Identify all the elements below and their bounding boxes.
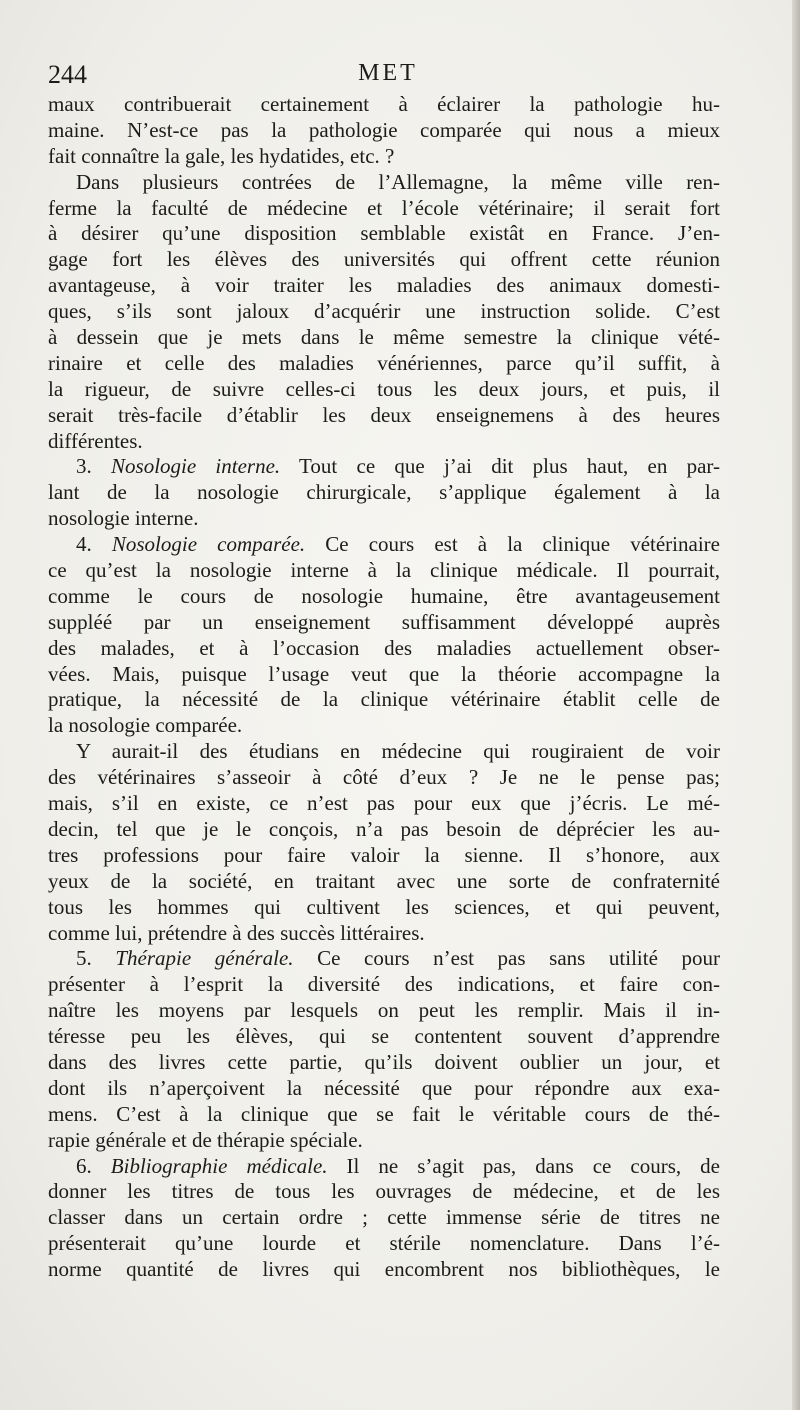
text-line [48,558,720,584]
text-line [48,403,720,429]
line-text: maine. N’est-ce pas la pathologie comparée qui nous a mieux [48,117,720,142]
line-text: Ce cours n’est pas sans utilité pour [293,946,721,971]
line-text: des vétérinaires s’asseoir à côté d’eux ? Je ne le pense pas; [48,765,720,790]
text-line [48,739,720,765]
line-text: lant de la nosologie chirurgicale, s’applique également à la [48,480,720,505]
line-text: classer dans un certain ordre ; cette immense série de titres ne [48,1205,720,1230]
text-line [48,1076,720,1102]
text-line [48,1128,720,1154]
line-text: Il ne s’agit pas, dans ce cours, de [327,1153,720,1178]
text-line [48,946,720,972]
line-text: présenterait qu’une lourde et stérile nomenclature. Dans l’é- [48,1231,720,1256]
text-line [48,299,720,325]
line-text: Tout ce que j’ai dit plus haut, en par- [280,454,720,479]
line-text: 6. [76,1153,111,1178]
text-line [48,1102,720,1128]
body-text [48,92,720,1283]
running-head: MET [358,60,418,86]
text-line [48,1205,720,1231]
text-line [48,1179,720,1205]
page-edge [792,0,800,1410]
text-line [48,1257,720,1283]
text-line [48,454,720,480]
line-text: pratique, la nécessité de la clinique vétérinaire établit celle de [48,687,720,712]
line-text: mais, s’il en existe, ce n’est pas pour eux que j’écris. Le mé- [48,791,720,816]
text-line [48,532,720,558]
line-text: 5. [76,946,116,971]
text-line [48,92,720,118]
text-line [48,817,720,843]
line-text: tres professions pour faire valoir la sienne. Il s’honore, aux [48,842,720,867]
page-header [48,60,728,92]
text-line [48,377,720,403]
text-line [48,1154,720,1180]
line-text: mens. C’est à la clinique que se fait le véritable cours de thé- [48,1101,720,1126]
section-heading: Nosologie interne. [111,454,281,479]
text-line [48,843,720,869]
line-text: rinaire et celle des maladies vénériennes, parce qu’il suffit, à [48,350,720,375]
line-text: naître les moyens par lesquels on peut les remplir. Mais il in- [48,998,720,1023]
text-line [48,895,720,921]
line-text: la nosologie comparée. [48,713,243,738]
text-line [48,506,720,532]
line-text: ferme la faculté de médecine et l’école vétérinaire; il serait fort [48,195,720,220]
section-heading: Bibliographie médicale. [110,1153,328,1178]
line-text: decin, tel que je le conçois, n’a pas besoin de déprécier les au- [48,816,720,841]
section-heading: Nosologie comparée. [111,532,306,557]
text-line [48,713,720,739]
line-text: à désirer qu’une disposition semblable existât en France. J’en- [48,221,720,246]
line-text: Dans plusieurs contrées de l’Allemagne, la même ville ren- [76,169,720,194]
text-line [48,1231,720,1257]
text-line [48,118,720,144]
line-text: donner les titres de tous les ouvrages de médecine, et de les [48,1179,720,1204]
text-line [48,429,720,455]
line-text: serait très-facile d’établir les deux enseignemens à des heures [48,402,720,427]
text-line [48,144,720,170]
line-text: ques, s’ils sont jaloux d’acquérir une instruction solide. C’est [48,299,720,324]
line-text: suppléé par un enseignement suffisamment développé auprès [48,609,720,634]
text-line [48,221,720,247]
text-line [48,273,720,299]
text-line [48,765,720,791]
line-text: ce qu’est la nosologie interne à la clinique médicale. Il pourrait, [48,558,720,583]
line-text: 4. [76,532,112,557]
text-line [48,687,720,713]
line-text: vées. Mais, puisque l’usage veut que la théorie accompagne la [48,661,720,686]
text-line [48,1024,720,1050]
text-line [48,662,720,688]
text-line [48,869,720,895]
line-text: Ce cours est à la clinique vétérinaire [305,532,720,557]
line-text: à dessein que je mets dans le même semestre la clinique vété- [48,325,720,350]
line-text: norme quantité de livres qui encombrent nos bibliothèques, le [48,1257,720,1282]
line-text: dans des livres cette partie, qu’ils doivent oublier un jour, et [48,1049,720,1074]
text-line [48,791,720,817]
line-text: avantageuse, à voir traiter les maladies des animaux domesti- [48,273,720,298]
line-text: yeux de la société, en traitant avec une sorte de confraternité [48,868,720,893]
line-text: Y aurait-il des étudians en médecine qui rougiraient de voir [76,739,720,764]
line-text: gage fort les élèves des universités qui offrent cette réunion [48,247,720,272]
line-text: la rigueur, de suivre celles-ci tous les deux jours, et puis, il [48,376,720,401]
text-line [48,247,720,273]
line-text: 3. [76,454,112,479]
line-text: téresse peu les élèves, qui se contentent souvent d’apprendre [48,1024,720,1049]
line-text: fait connaître la gale, les hydatides, etc. ? [48,143,395,168]
text-line [48,196,720,222]
line-text: différentes. [48,428,143,453]
line-text: des malades, et à l’occasion des maladies actuellement obser- [48,635,720,660]
text-line [48,636,720,662]
line-text: tous les hommes qui cultivent les sciences, et qui peuvent, [48,894,720,919]
line-text: présenter à l’esprit la diversité des indications, et faire con- [48,972,720,997]
text-line [48,170,720,196]
text-line [48,998,720,1024]
text-line [48,325,720,351]
text-line [48,921,720,947]
line-text: dont ils n’aperçoivent la nécessité que pour répondre aux exa- [48,1075,720,1100]
section-heading: Thérapie générale. [115,946,294,971]
text-line [48,1050,720,1076]
page-number: 244 [48,60,87,89]
text-line [48,480,720,506]
line-text: nosologie interne. [48,506,199,531]
line-text: rapie générale et de thérapie spéciale. [48,1127,363,1152]
text-line [48,351,720,377]
text-line [48,610,720,636]
text-line [48,584,720,610]
line-text: maux contribuerait certainement à éclairer la pathologie hu- [48,92,720,116]
text-line [48,972,720,998]
line-text: comme le cours de nosologie humaine, être avantageusement [48,583,720,608]
line-text: comme lui, prétendre à des succès littéraires. [48,920,425,945]
